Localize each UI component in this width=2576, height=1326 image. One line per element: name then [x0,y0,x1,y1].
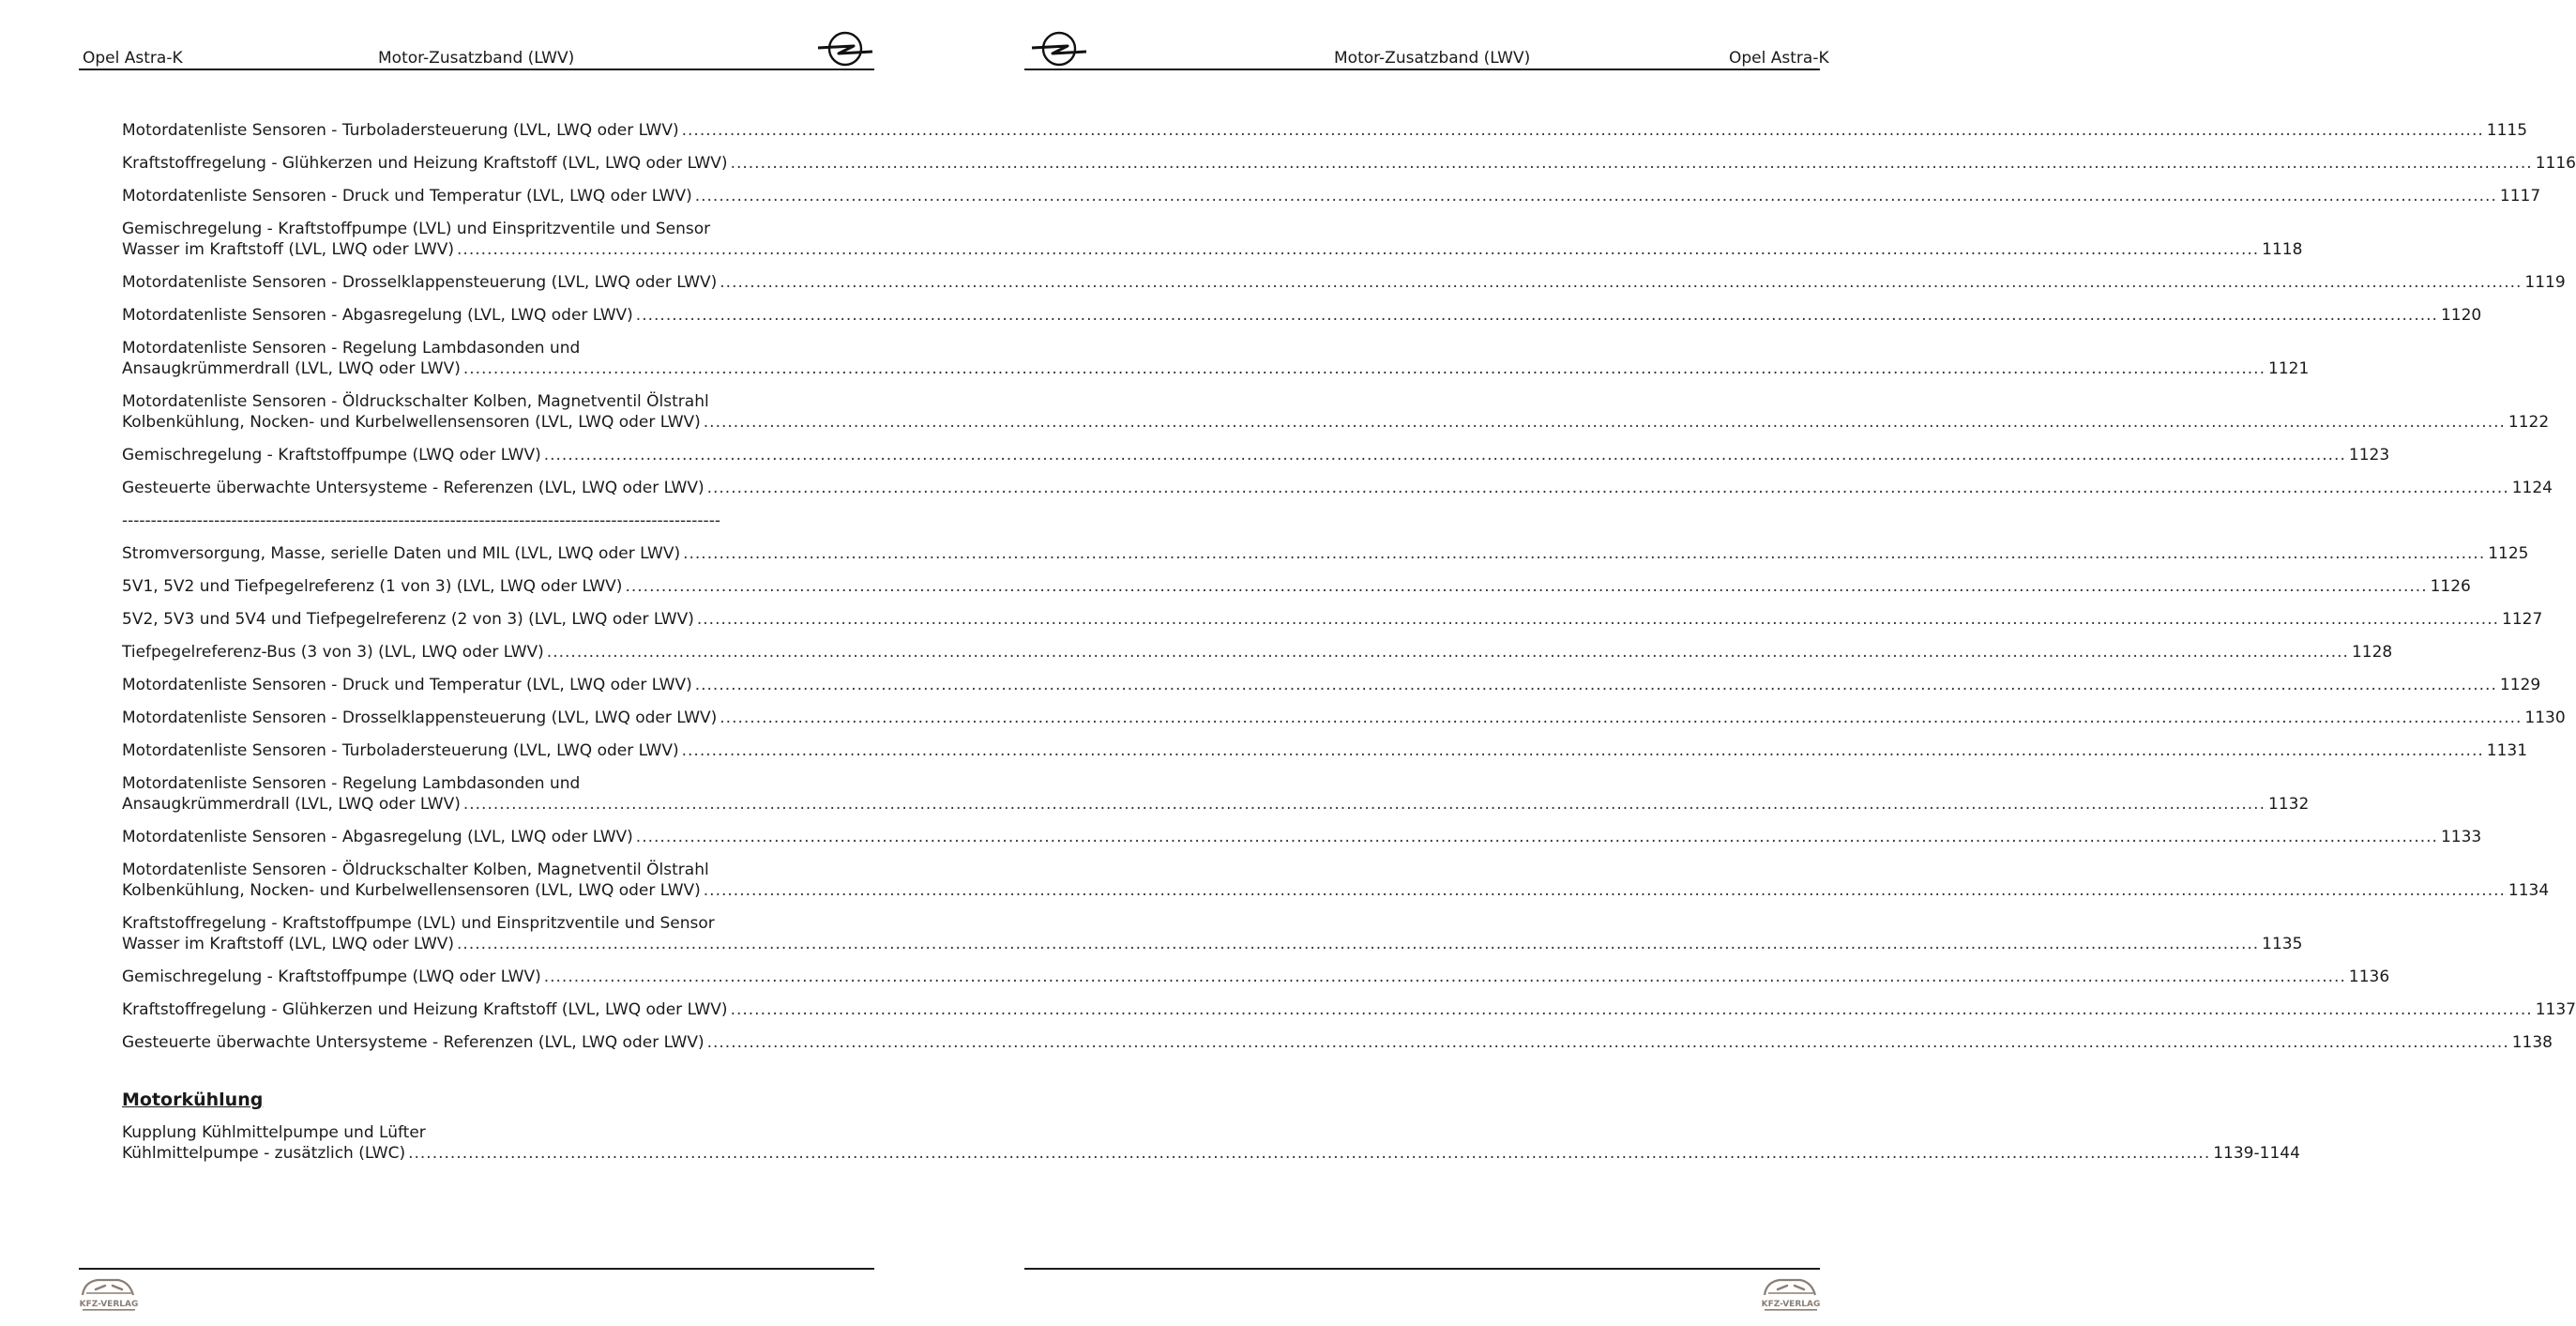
section-heading: Motorkühlung [122,1090,264,1110]
dot-leader: ............................................................................................................................................................................................................................................................................................................ [694,676,2497,694]
toc-page-number: 1124 [2511,479,2553,497]
toc-page-number: 1117 [2499,187,2541,206]
toc-page-number: 1119 [2524,273,2566,292]
toc-entry [122,120,2528,141]
toc-page-number: 1125 [2488,544,2529,563]
toc-page-number: 1118 [2262,240,2303,259]
toc-entry-line [122,880,2550,901]
toc-entry-title-line: Motordatenliste Sensoren - Abgasregelung (LVL, LWQ oder LWV) [122,828,633,846]
dot-leader: ............................................................................................................................................................................................................................................................................................................ [706,479,2509,497]
dot-leader: ............................................................................................................................................................................................................................................................................................................ [457,935,2260,953]
toc-entry-title-line: Motordatenliste Sensoren - Druck und Temperatur (LVL, LWQ oder LWV) [122,187,692,206]
dot-leader: ............................................................................................................................................................................................................................................................................................................ [462,795,2265,814]
toc-entry-line [122,412,2550,433]
toc-entry-title-line: Kraftstoffregelung - Glühkerzen und Heizung Kraftstoff (LVL, LWQ oder LWV) [122,154,728,173]
toc-entry-title-line: Motordatenliste Sensoren - Turboladersteuerung (LVL, LWQ oder LWV) [122,741,679,760]
toc-entry-title-line: Gesteuerte überwachte Untersysteme - Referenzen (LVL, LWQ oder LWV) [122,479,705,497]
opel-logo-icon-right [1030,30,1088,68]
toc-entry-line [122,794,2310,815]
dot-leader: ............................................................................................................................................................................................................................................................................................................ [730,1000,2533,1019]
toc-page-number: 1133 [2440,828,2482,846]
dot-leader: ............................................................................................................................................................................................................................................................................................................ [694,187,2497,206]
toc-entry-title-line: Wasser im Kraftstoff (LVL, LWQ oder LWV) [122,935,455,953]
toc-entry [122,1032,2553,1053]
toc-page-number: 1116 [2535,154,2576,173]
toc-entry-title-line: Motordatenliste Sensoren - Turboladersteuerung (LVL, LWQ oder LWV) [122,121,679,140]
toc-entry [122,186,2541,206]
toc-entry-line [122,153,2576,174]
toc-entry-line [122,305,2482,326]
toc-entry-title-line: Motordatenliste Sensoren - Abgasregelung (LVL, LWQ oder LWV) [122,306,633,325]
header-title: Motor-Zusatzband (LWV) [378,49,575,68]
toc-entry [122,860,2550,901]
toc-group-1 [122,120,2576,498]
toc-entry-line [122,239,2303,260]
toc-entry-title-line: Motordatenliste Sensoren - Druck und Temperatur (LVL, LWQ oder LWV) [122,676,692,694]
toc-entry-title-line: Stromversorgung, Masse, serielle Daten und MIL (LVL, LWQ oder LWV) [122,544,681,563]
toc-entry [122,708,2566,728]
dot-leader: ............................................................................................................................................................................................................................................................................................................ [730,154,2533,173]
dot-leader: ............................................................................................................................................................................................................................................................................................................ [681,121,2484,140]
toc-entry [122,827,2482,847]
toc-entry-title-line: Ansaugkrümmerdrall (LVL, LWQ oder LWV) [122,795,461,814]
dot-leader: ............................................................................................................................................................................................................................................................................................................ [681,741,2484,760]
toc-entry [122,153,2576,174]
toc-page-number: 1139-1144 [2213,1144,2300,1163]
dot-leader: ............................................................................................................................................................................................................................................................................................................ [706,1033,2509,1052]
toc-entry-title-line: Gemischregelung - Kraftstoffpumpe (LVL) und Einspritzventile und Sensor [122,220,711,238]
toc-page-number: 1127 [2502,610,2543,629]
header-car-model-right: Opel Astra-K [1729,49,1829,68]
toc-page-number: 1136 [2348,968,2390,986]
toc-entry [122,272,2566,293]
toc-entry-title-line: Kühlmittelpumpe - zusätzlich (LWC) [122,1144,406,1163]
toc-entry [122,219,2303,260]
toc-entry-line [122,186,2541,206]
opel-logo-icon [816,30,874,68]
toc-entry-line [122,358,2310,379]
toc-entry-line [122,827,2482,847]
toc-entry-title-line: Kolbenkühlung, Nocken- und Kurbelwellensensoren (LVL, LWQ oder LWV) [122,881,701,900]
header-title-right: Motor-Zusatzband (LWV) [1334,49,1531,68]
toc-entry-title-line: Gesteuerte überwachte Untersysteme - Referenzen (LVL, LWQ oder LWV) [122,1033,705,1052]
toc-entry-title-line: Motordatenliste Sensoren - Drosselklappensteuerung (LVL, LWQ oder LWV) [122,709,718,727]
toc-page-number: 1128 [2351,643,2393,662]
toc-entry [122,478,2553,498]
toc-entry-title-line: Motordatenliste Sensoren - Öldruckschalter Kolben, Magnetventil Ölstrahl [122,392,709,411]
dot-leader: ............................................................................................................................................................................................................................................................................................................ [635,828,2438,846]
toc-page-number: 1138 [2511,1033,2553,1052]
toc-entry-line [122,675,2541,695]
toc-entry-title-line: 5V2, 5V3 und 5V4 und Tiefpegelreferenz (2 von 3) (LVL, LWQ oder LWV) [122,610,694,629]
dot-leader: ............................................................................................................................................................................................................................................................................................................ [703,413,2506,432]
dot-leader: ............................................................................................................................................................................................................................................................................................................ [683,544,2486,563]
toc-entry-title-line: Tiefpegelreferenz-Bus (3 von 3) (LVL, LWQ oder LWV) [122,643,544,662]
dot-leader: ............................................................................................................................................................................................................................................................................................................ [457,240,2260,259]
toc-entry-title-line: Motordatenliste Sensoren - Regelung Lambdasonden und [122,774,581,793]
kfz-logo-text-right: KFZ-VERLAG [1761,1300,1821,1309]
toc-entry-title-line: 5V1, 5V2 und Tiefpegelreferenz (1 von 3) (LVL, LWQ oder LWV) [122,577,623,596]
toc-entry [122,642,2393,663]
toc-page-number: 1122 [2508,413,2550,432]
toc-entry [122,609,2543,630]
toc-entry-line [122,576,2471,597]
toc-entry-line [122,1143,2300,1164]
dot-leader: ............................................................................................................................................................................................................................................................................................................ [720,709,2523,727]
toc-group-3 [122,1122,2300,1164]
toc-page-number: 1131 [2486,741,2528,760]
dot-leader: ............................................................................................................................................................................................................................................................................................................ [703,881,2506,900]
toc-entry [122,967,2390,987]
header-rule-right [1024,69,1820,70]
toc-entry-line [122,543,2529,564]
toc-entry [122,913,2303,954]
toc-entry [122,999,2576,1020]
toc-entry-title-line: Gemischregelung - Kraftstoffpumpe (LWQ oder LWV) [122,446,541,465]
toc-page-number: 1130 [2524,709,2566,727]
toc-page-number: 1115 [2486,121,2528,140]
dot-leader: ............................................................................................................................................................................................................................................................................................................ [625,577,2428,596]
kfz-logo-text: KFZ-VERLAG [79,1300,139,1309]
toc-entry [122,1122,2300,1164]
toc-entry-title-line: Ansaugkrümmerdrall (LVL, LWQ oder LWV) [122,359,461,378]
toc-page-number: 1132 [2268,795,2310,814]
toc-entry-title-line: Wasser im Kraftstoff (LVL, LWQ oder LWV) [122,240,455,259]
table-of-contents [122,120,2576,1176]
toc-entry [122,773,2310,815]
toc-page-number: 1126 [2430,577,2471,596]
header-car-model: Opel Astra-K [83,49,183,68]
toc-entry [122,576,2471,597]
dot-leader: ............................................................................................................................................................................................................................................................................................................ [635,306,2438,325]
toc-entry-line [122,445,2390,465]
toc-page-number: 1135 [2262,935,2303,953]
toc-entry-line [122,967,2390,987]
toc-entry-title-line: Kolbenkühlung, Nocken- und Kurbelwellensensoren (LVL, LWQ oder LWV) [122,413,701,432]
toc-page-number: 1123 [2348,446,2390,465]
kfz-verlag-logo-icon-right [1759,1273,1823,1314]
dot-leader: ............................................................................................................................................................................................................................................................................................................ [543,968,2346,986]
dot-leader: ............................................................................................................................................................................................................................................................................................................ [696,610,2500,629]
toc-entry-line [122,609,2543,630]
toc-group-2 [122,543,2576,1053]
toc-separator: -------------------------------------------------------------------------------------------------------- [122,511,720,530]
toc-entry-title-line: Motordatenliste Sensoren - Drosselklappensteuerung (LVL, LWQ oder LWV) [122,273,718,292]
dot-leader: ............................................................................................................................................................................................................................................................................................................ [543,446,2346,465]
toc-page-number: 1129 [2499,676,2541,694]
toc-entry [122,391,2550,433]
toc-entry-title-line: Kupplung Kühlmittelpumpe und Lüfter [122,1123,426,1142]
toc-entry-line [122,708,2566,728]
toc-entry-line [122,272,2566,293]
right-page [976,0,1876,1326]
toc-page-number: 1137 [2535,1000,2576,1019]
toc-entry-title-line: Motordatenliste Sensoren - Regelung Lambdasonden und [122,339,581,358]
toc-entry [122,445,2390,465]
toc-entry-line [122,934,2303,954]
toc-entry-title-line: Gemischregelung - Kraftstoffpumpe (LWQ oder LWV) [122,968,541,986]
footer-rule [79,1268,874,1270]
footer-rule-right [1024,1268,1820,1270]
toc-entry [122,338,2310,379]
toc-entry-line [122,1032,2553,1053]
toc-entry [122,305,2482,326]
toc-entry [122,740,2528,761]
toc-entry-title-line: Kraftstoffregelung - Glühkerzen und Heizung Kraftstoff (LVL, LWQ oder LWV) [122,1000,728,1019]
toc-entry-line [122,999,2576,1020]
toc-entry-line [122,740,2528,761]
toc-entry-title-line: Kraftstoffregelung - Kraftstoffpumpe (LVL) und Einspritzventile und Sensor [122,914,715,933]
toc-page-number: 1134 [2508,881,2550,900]
toc-page-number: 1121 [2268,359,2310,378]
header-rule [79,69,874,70]
toc-page-number: 1120 [2440,306,2482,325]
toc-entry [122,675,2541,695]
dot-leader: ............................................................................................................................................................................................................................................................................................................ [462,359,2265,378]
dot-leader: ............................................................................................................................................................................................................................................................................................................ [546,643,2349,662]
kfz-verlag-logo-icon [77,1273,141,1314]
toc-entry-line [122,120,2528,141]
toc-entry-line [122,642,2393,663]
toc-entry [122,543,2529,564]
dot-leader: ............................................................................................................................................................................................................................................................................................................ [720,273,2523,292]
toc-entry-line [122,478,2553,498]
dot-leader: ............................................................................................................................................................................................................................................................................................................ [408,1144,2211,1163]
toc-entry-title-line: Motordatenliste Sensoren - Öldruckschalter Kolben, Magnetventil Ölstrahl [122,861,709,879]
